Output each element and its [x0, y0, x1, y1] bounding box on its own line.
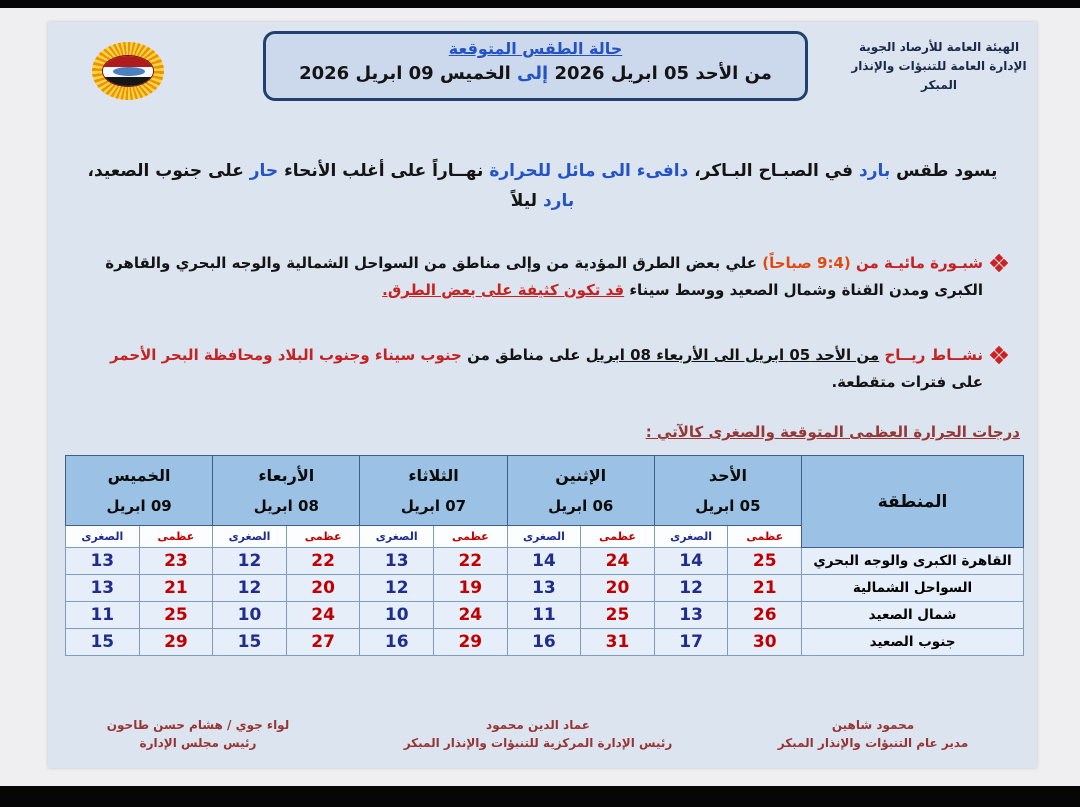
summary-seg: يسود طقس — [890, 161, 998, 181]
summary-seg: في الصبـاح البـاكر، — [688, 161, 859, 181]
max-temp-cell: 29 — [434, 629, 508, 656]
min-temp-cell: 17 — [654, 629, 728, 656]
summary-seg-cold-night: بارد — [542, 191, 575, 211]
max-temp-cell: 27 — [286, 629, 360, 656]
wind-warning-item — [99, 342, 1009, 396]
wind-areas: جنوب سيناء وجنوب البلاد ومحافظة البحر الأحمر — [109, 346, 462, 364]
day-name: الأحد — [708, 466, 747, 485]
forecast-summary — [78, 156, 1007, 216]
summary-line1 — [78, 156, 1007, 186]
max-temp-cell: 21 — [139, 575, 213, 602]
agency-line2: الإدارة العامة للتنبؤات والإنذار المبكر — [851, 59, 1027, 92]
min-temp-cell: 12 — [654, 575, 728, 602]
temperature-table-heading: درجات الحرارة العظمى المتوقعة والصغرى كالآتي : — [645, 423, 1020, 441]
min-temp-cell: 15 — [66, 629, 140, 656]
photo-top-border — [0, 0, 1080, 8]
day-header-thursday — [66, 456, 213, 526]
max-temp-cell: 24 — [581, 548, 655, 575]
min-temp-cell: 11 — [507, 602, 581, 629]
min-temp-cell: 12 — [213, 548, 287, 575]
signature-name: عماد الدين محمود — [486, 718, 590, 732]
max-temp-cell: 20 — [286, 575, 360, 602]
summary-seg: على جنوب الصعيد، — [87, 161, 250, 181]
max-temp-cell: 25 — [728, 548, 802, 575]
max-temp-cell: 24 — [434, 602, 508, 629]
day-header-tuesday — [360, 456, 507, 526]
max-label: عظمى — [581, 526, 655, 548]
region-column-header: المنطقة — [802, 456, 1024, 548]
signature-name: محمود شاهين — [831, 718, 915, 732]
min-label: الصغرى — [66, 526, 140, 548]
region-cell: السواحل الشمالية — [802, 575, 1024, 602]
day-date: 05 ابريل — [695, 497, 761, 515]
min-temp-cell: 10 — [360, 602, 434, 629]
signature-forecast-director — [748, 716, 998, 752]
region-cell: القاهرة الكبرى والوجه البحري — [802, 548, 1024, 575]
day-name: الثلاثاء — [408, 466, 459, 485]
max-temp-cell: 22 — [434, 548, 508, 575]
flag-red-stripe — [103, 56, 153, 67]
meteo-authority-logo — [92, 42, 164, 100]
day-header-wednesday — [213, 456, 360, 526]
min-temp-cell: 13 — [507, 575, 581, 602]
signature-title: مدير عام التنبؤات والإنذار المبكر — [777, 736, 969, 750]
min-temp-cell: 13 — [654, 602, 728, 629]
agency-name — [835, 38, 1043, 95]
min-label: الصغرى — [360, 526, 434, 548]
flag-black-stripe — [103, 77, 153, 87]
signature-central-admin-head — [348, 716, 728, 752]
min-temp-cell: 12 — [360, 575, 434, 602]
min-temp-cell: 16 — [360, 629, 434, 656]
max-temp-cell: 26 — [728, 602, 802, 629]
min-label: الصغرى — [213, 526, 287, 548]
fog-warning-item — [99, 250, 1009, 304]
max-temp-cell: 21 — [728, 575, 802, 602]
region-cell: جنوب الصعيد — [802, 629, 1024, 656]
day-name: الإثنين — [555, 466, 607, 485]
max-temp-cell: 22 — [286, 548, 360, 575]
max-temp-cell: 19 — [434, 575, 508, 602]
max-temp-cell: 20 — [581, 575, 655, 602]
signature-title: رئيس مجلس الإدارة — [139, 736, 257, 750]
max-temp-cell: 25 — [139, 602, 213, 629]
min-temp-cell: 10 — [213, 602, 287, 629]
day-name: الخميس — [107, 466, 171, 485]
summary-seg-cold: بارد — [858, 161, 891, 181]
wind-dates: من الأحد 05 ابريل الى الأربعاء 08 ابريل — [585, 346, 880, 364]
fog-areas: علي بعض الطرق المؤدية من وإلى مناطق من السواحل الشمالية والوجه البحري والقاهرة الكبرى ومدن القناة وشمال الصعيد ووسط سيناء — [105, 254, 983, 299]
max-label: عظمى — [728, 526, 802, 548]
min-temp-cell: 15 — [213, 629, 287, 656]
signature-title: رئيس الإدارة المركزية للتنبؤات والإنذار المبكر — [403, 736, 673, 750]
flag-white-stripe — [103, 67, 153, 77]
min-temp-cell: 11 — [66, 602, 140, 629]
region-cell: شمال الصعيد — [802, 602, 1024, 629]
title-box — [263, 31, 808, 101]
date-range-from: من الأحد 05 ابريل 2026 — [548, 63, 772, 84]
day-date: 07 ابريل — [400, 497, 467, 515]
min-temp-cell: 13 — [360, 548, 434, 575]
max-label: عظمى — [434, 526, 508, 548]
cloud-icon — [113, 67, 145, 76]
fog-density-note: قد تكون كثيفة على بعض الطرق. — [382, 281, 625, 299]
day-header-row — [66, 456, 1024, 526]
table-row-north-upper-egypt — [66, 602, 1024, 629]
wind-intermittent-note: على فترات متقطعة. — [831, 373, 983, 391]
min-label: الصغرى — [654, 526, 728, 548]
min-temp-cell: 13 — [66, 575, 140, 602]
summary-seg-hot: حار — [249, 161, 279, 181]
summary-seg-warm: دافىء الى مائل للحرارة — [489, 161, 689, 181]
max-temp-cell: 24 — [286, 602, 360, 629]
weather-bulletin-sheet — [48, 22, 1037, 768]
table-row-south-upper-egypt — [66, 629, 1024, 656]
wind-label: نشــاط ريــاح — [879, 346, 983, 364]
table-row-north-coasts — [66, 575, 1024, 602]
wind-connector: على مناطق من — [461, 346, 586, 364]
date-range-until: الخميس 09 ابريل 2026 — [299, 63, 518, 84]
min-temp-cell: 13 — [66, 548, 140, 575]
max-label: عظمى — [139, 526, 213, 548]
date-range-to-word: إلى — [517, 63, 549, 84]
date-range — [266, 63, 805, 84]
fog-time: (9:4 صباحاً) — [762, 254, 851, 272]
fog-label: شبـورة مائيـة من — [850, 254, 983, 272]
agency-line1: الهيئة العامة للأرصاد الجوية — [858, 40, 1020, 54]
diamond-bullet-icon — [991, 347, 1007, 363]
min-temp-cell: 14 — [654, 548, 728, 575]
temperature-table — [65, 455, 1024, 656]
max-temp-cell: 25 — [581, 602, 655, 629]
table-row-cairo-delta — [66, 548, 1024, 575]
max-temp-cell: 31 — [581, 629, 655, 656]
day-date: 06 ابريل — [548, 497, 614, 515]
flag-band-icon — [102, 55, 154, 87]
signature-board-chairman — [58, 716, 338, 752]
diamond-bullet-icon — [991, 255, 1007, 271]
min-label: الصغرى — [507, 526, 581, 548]
summary-seg: ليلاً — [510, 191, 543, 211]
max-temp-cell: 30 — [728, 629, 802, 656]
min-temp-cell: 12 — [213, 575, 287, 602]
page-title: حالة الطقس المتوقعة — [448, 39, 623, 58]
max-label: عظمى — [286, 526, 360, 548]
max-temp-cell: 23 — [139, 548, 213, 575]
max-temp-cell: 29 — [139, 629, 213, 656]
summary-line2 — [78, 186, 1007, 216]
min-temp-cell: 14 — [507, 548, 581, 575]
day-header-sunday — [654, 456, 801, 526]
day-name: الأربعاء — [258, 466, 315, 485]
photo-bottom-border — [0, 786, 1080, 807]
day-date: 09 ابريل — [106, 497, 172, 515]
min-temp-cell: 16 — [507, 629, 581, 656]
sun-rays-icon — [92, 42, 164, 100]
signature-name: لواء جوي / هشام حسن طاحون — [106, 718, 290, 732]
day-header-monday — [507, 456, 654, 526]
summary-seg: نهــاراً على أغلب الأنحاء — [278, 161, 490, 181]
day-date: 08 ابريل — [253, 497, 319, 515]
